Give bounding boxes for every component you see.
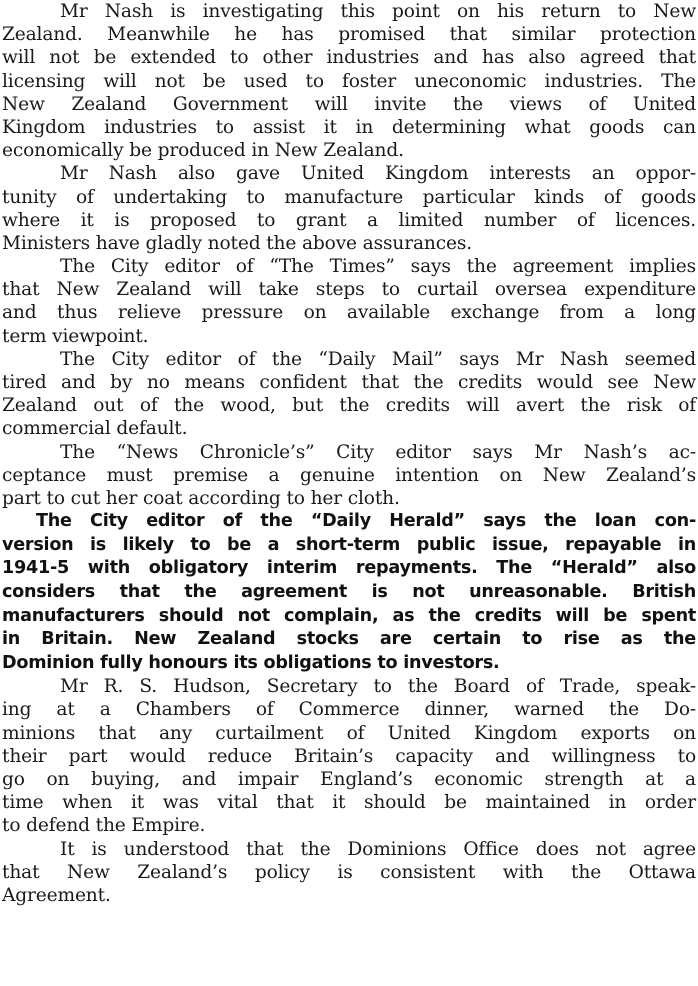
text-line: Mr Nash is investigating this point on his return to New	[60, 1, 696, 22]
text-line: part to cut her coat according to her cloth.	[2, 487, 400, 509]
text-line: to defend the Empire.	[2, 815, 206, 837]
text-line: version is likely to be a short-term public issue, repayable in	[2, 534, 696, 555]
text-line: tunity of undertaking to manufacture particular kinds of goods	[2, 186, 696, 208]
text-line: Zealand out of the wood, but the credits will avert the risk of	[2, 395, 696, 417]
paragraph-uk-interests	[2, 162, 696, 255]
text-line: Zealand. Meanwhile he has promised that similar protection	[2, 24, 696, 46]
newspaper-column	[2, 0, 696, 986]
text-line: Mr R. S. Hudson, Secretary to the Board of Trade, speak-	[60, 676, 696, 698]
text-line: It is understood that the Dominions Office does not agree	[60, 838, 696, 860]
paragraph-dominions-office	[2, 838, 696, 908]
paragraph-the-times	[2, 255, 696, 348]
text-line: Kingdom industries to assist it in determining what goods can	[2, 116, 696, 138]
text-line: will not be extended to other industries and has also agreed that	[2, 47, 696, 69]
text-line: considers that the agreement is not unreasonable. British	[2, 581, 696, 602]
text-line: that New Zealand’s policy is consistent with the Ottawa	[2, 861, 696, 883]
paragraph-daily-mail	[2, 348, 696, 441]
paragraph-daily-herald	[2, 510, 696, 675]
text-line: Dominion fully honours its obligations to investors.	[2, 652, 500, 673]
text-line: that New Zealand will take steps to curtail oversea expenditure	[2, 279, 696, 301]
text-line: in Britain. New Zealand stocks are certain to rise as the	[2, 629, 696, 650]
text-line: where it is proposed to grant a limited number of licences.	[2, 209, 696, 231]
text-line: licensing will not be used to foster uneconomic industries. The	[2, 70, 696, 92]
text-line: ceptance must premise a genuine intention on New Zealand’s	[2, 464, 696, 486]
paragraph-news-chronicle	[2, 441, 696, 511]
text-line: New Zealand Government will invite the views of United	[2, 93, 696, 115]
text-line: their part would reduce Britain’s capacity and willingness to	[2, 745, 696, 767]
text-line: ing at a Chambers of Commerce dinner, warned the Do-	[2, 699, 696, 721]
text-line: Agreement.	[2, 884, 111, 906]
text-line: Mr Nash also gave United Kingdom interests an oppor-	[60, 163, 696, 185]
text-line: economically be produced in New Zealand.	[2, 140, 404, 162]
text-line: Ministers have gladly noted the above assurances.	[2, 232, 472, 254]
text-line: go on buying, and impair England’s economic strength at a	[2, 769, 696, 791]
text-line: manufacturers should not complain, as the credits will be spent	[2, 605, 696, 626]
text-line: commercial default.	[2, 418, 188, 440]
text-line: tired and by no means confident that the credits would see New	[2, 372, 696, 393]
text-line: time when it was vital that it should be maintained in order	[2, 792, 696, 814]
text-line: The “News Chronicle’s” City editor says Mr Nash’s ac-	[60, 441, 696, 463]
text-line: and thus relieve pressure on available exchange from a long	[2, 302, 696, 324]
paragraph-hudson	[2, 675, 696, 837]
text-line: The City editor of the “Daily Mail” says Mr Nash seemed	[60, 348, 696, 370]
text-line: The City editor of “The Times” says the agreement implies	[60, 256, 696, 278]
text-line: term viewpoint.	[2, 325, 149, 347]
paragraph-nash-investigating	[2, 0, 696, 162]
text-line: The City editor of the “Daily Herald” says the loan con-	[36, 511, 696, 532]
text-line: minions that any curtailment of United Kingdom exports on	[2, 722, 696, 744]
text-line: 1941-5 with obligatory interim repayments. The “Herald” also	[2, 558, 696, 579]
